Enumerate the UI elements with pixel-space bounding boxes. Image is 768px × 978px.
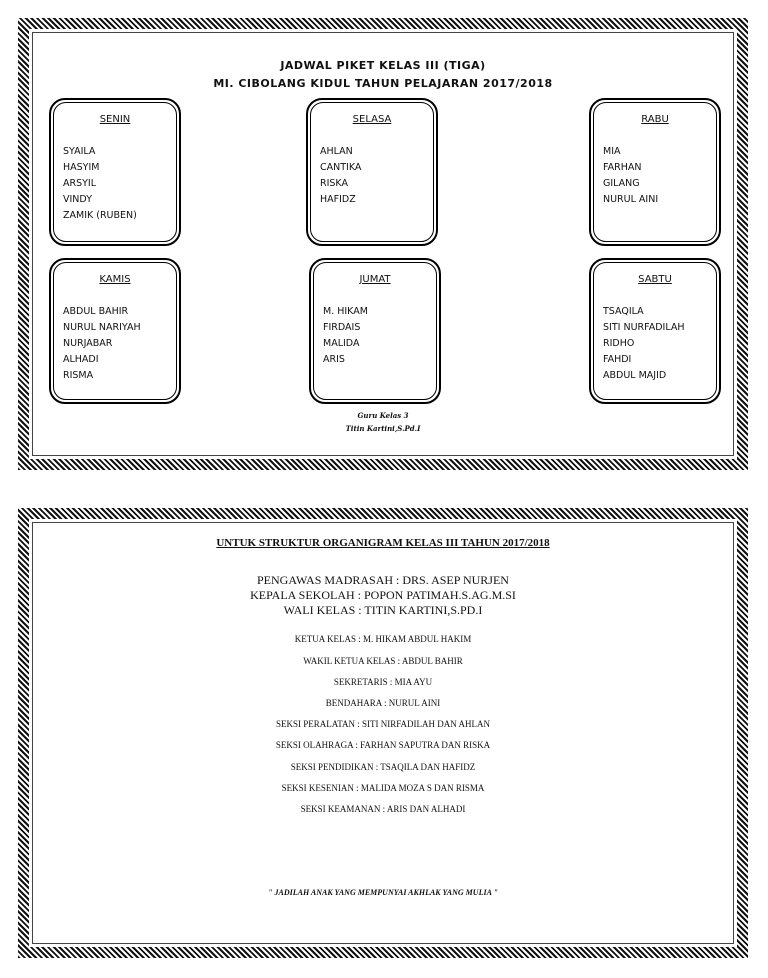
member: RISMA [63, 370, 94, 381]
signature-role: Guru Kelas 3 [357, 411, 409, 420]
organigram-heading: UNTUK STRUKTUR ORGANIGRAM KELAS III TAHUN 2017/2018 [216, 537, 550, 549]
member-list [323, 304, 439, 368]
leader-line: KEPALA SEKOLAH : POPON PATIMAH.S.AG.M.SI [250, 588, 516, 602]
position-line: KETUA KELAS : M. HIKAM ABDUL HAKIM [294, 634, 472, 644]
member: MIA [603, 146, 621, 157]
member: GILANG [603, 178, 640, 189]
member: ZAMIK (RUBEN) [63, 210, 137, 221]
leader-line: PENGAWAS MADRASAH : DRS. ASEP NURJEN [257, 573, 509, 587]
member: AHLAN [320, 146, 353, 157]
day-name: JUMAT [359, 274, 391, 285]
member: RISKA [320, 178, 348, 189]
day-box-selasa [306, 98, 438, 246]
position-line: SEKSI PENDIDIKAN : TSAQILA DAN HAFIDZ [290, 762, 476, 772]
signature-name: Titin Kartini,S.Pd.I [345, 424, 421, 433]
member-list [603, 144, 719, 208]
day-name: SELASA [352, 114, 392, 125]
member: HAFIDZ [320, 194, 356, 205]
schedule-title: JADWAL PIKET KELAS III (TIGA) [280, 59, 486, 72]
member: CANTIKA [320, 162, 362, 173]
day-name: KAMIS [99, 274, 131, 285]
day-box-rabu [589, 98, 721, 246]
member: ARSYIL [63, 178, 97, 189]
member-list [63, 144, 179, 224]
member: FAHDI [603, 354, 632, 365]
motto: " JADILAH ANAK YANG MEMPUNYAI AKHLAK YANG MULIA " [268, 888, 498, 897]
member: ARIS [323, 354, 345, 365]
day-box-kamis [49, 258, 181, 404]
member: SYAILA [63, 146, 96, 157]
position-line: SEKSI KESENIAN : MALIDA MOZA S DAN RISMA [281, 783, 485, 793]
member-list [603, 304, 719, 384]
member: FARHAN [603, 162, 642, 173]
member: ALHADI [63, 354, 99, 365]
member: TSAQILA [603, 306, 644, 317]
member: HASYIM [63, 162, 100, 173]
day-box-sabtu [589, 258, 721, 404]
member-list [320, 144, 436, 208]
member: NURJABAR [63, 338, 113, 349]
member: NURUL NARIYAH [63, 322, 141, 333]
day-box-senin [49, 98, 181, 246]
day-name: SENIN [99, 114, 131, 125]
member: M. HIKAM [323, 306, 368, 317]
day-box-jumat [309, 258, 441, 404]
member-list [63, 304, 179, 384]
member: MALIDA [323, 338, 360, 349]
day-name: SABTU [638, 274, 672, 285]
position-line: SEKRETARIS : MIA AYU [333, 677, 433, 687]
day-name: RABU [641, 114, 669, 125]
position-line: SEKSI PERALATAN : SITI NIRFADILAH DAN AHLAN [275, 719, 491, 729]
position-line: BENDAHARA : NURUL AINI [325, 698, 441, 708]
member: FIRDAIS [323, 322, 361, 333]
schedule-subtitle: MI. CIBOLANG KIDUL TAHUN PELAJARAN 2017/2018 [213, 77, 553, 90]
member: NURUL AINI [603, 194, 659, 205]
schedule-panel [18, 18, 748, 470]
organigram-panel [18, 508, 748, 958]
position-line: SEKSI KEAMANAN : ARIS DAN ALHADI [300, 804, 466, 814]
position-line: WAKIL KETUA KELAS : ABDUL BAHIR [303, 656, 463, 666]
member: VINDY [63, 194, 93, 205]
member: ABDUL MAJID [603, 370, 667, 381]
position-line: SEKSI OLAHRAGA : FARHAN SAPUTRA DAN RISKA [275, 740, 491, 750]
member: RIDHO [603, 338, 635, 349]
member: SITI NURFADILAH [603, 322, 685, 333]
member: ABDUL BAHIR [63, 306, 129, 317]
leader-line: WALI KELAS : TITIN KARTINI,S.PD.I [283, 603, 483, 617]
